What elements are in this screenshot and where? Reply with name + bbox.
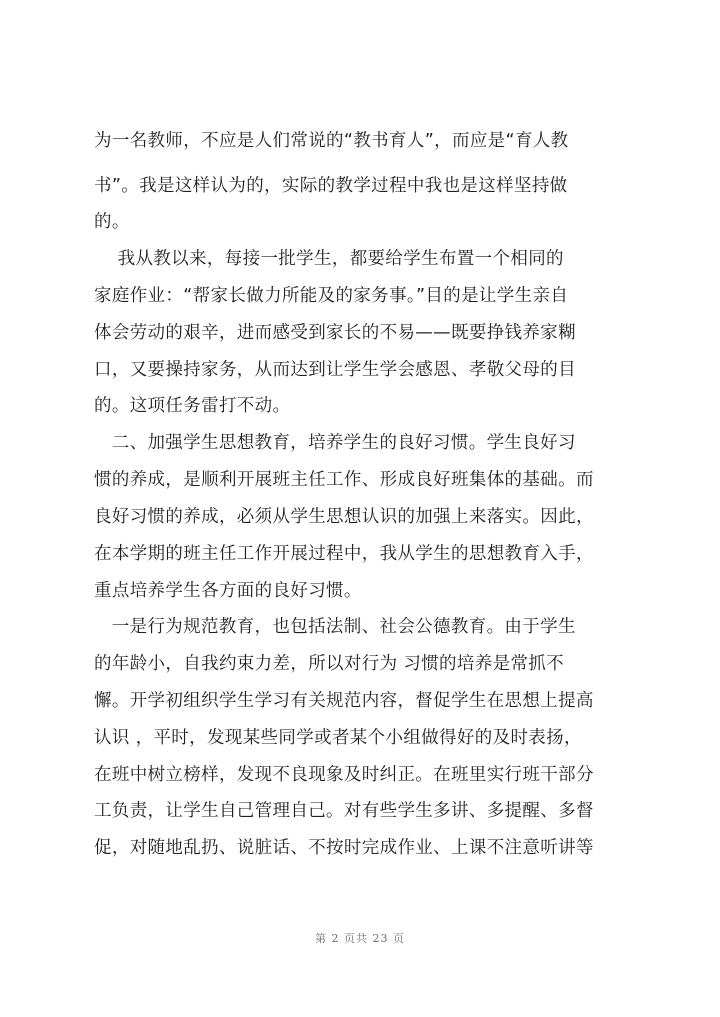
text-line: 口，又要操持家务，从而达到让学生学会感恩、孝敬父母的目 [94,360,576,380]
text-line: 促，对随地乱扔、说脏话、不按时完成作业、上课不注意听讲等 [94,838,594,858]
text-line: 的。 [94,212,130,232]
text-line: 为一名教师，不应是人们常说的“教书育人”，而应是“育人教 [94,131,569,151]
text-line: 良好习惯的养成，必须从学生思想认识的加强上来落实。因此， [94,507,594,527]
text-line: 重点培养学生各方面的良好习惯。 [94,581,362,601]
text-line: 二、加强学生思想教育，培养学生的良好习惯。学生良好习 [94,433,576,453]
text-line: 我从教以来，每接一批学生，都要给学生布置一个相同的 [94,249,564,269]
text-line: 在班中树立榜样，发现不良现象及时纠正。在班里实行班干部分 [94,765,594,785]
text-line: 一是行为规范教育，也包括法制、社会公德教育。由于学生 [94,617,576,637]
page-number-footer: 第 2 页共 23 页 [315,932,405,945]
text-line: 的。这项任务雷打不动。 [94,396,291,416]
text-line: 家庭作业：“帮家长做力所能及的家务事。”目的是让学生亲自 [94,286,569,306]
text-line: 工负责，让学生自己管理自己。对有些学生多讲、多提醒、多督 [94,801,594,821]
text-line: 书”。我是这样认为的，实际的教学过程中我也是这样坚持做 [94,176,568,196]
text-line: 惯的养成，是顺利开展班主任工作、形成良好班集体的基础。而 [94,470,594,490]
text-line: 的年龄小，自我约束力差，所以对行为 习惯的培养是常抓不 [94,654,565,674]
text-line: 体会劳动的艰辛，进而感受到家长的不易——既要挣钱养家糊 [94,323,576,343]
text-line: 懈。开学初组织学生学习有关规范内容，督促学生在思想上提高 [94,691,594,711]
text-line: 在本学期的班主任工作开展过程中，我从学生的思想教育入手， [94,544,594,564]
text-line: 认识 ，平时，发现某些同学或者某个小组做得好的及时表扬， [94,728,582,748]
